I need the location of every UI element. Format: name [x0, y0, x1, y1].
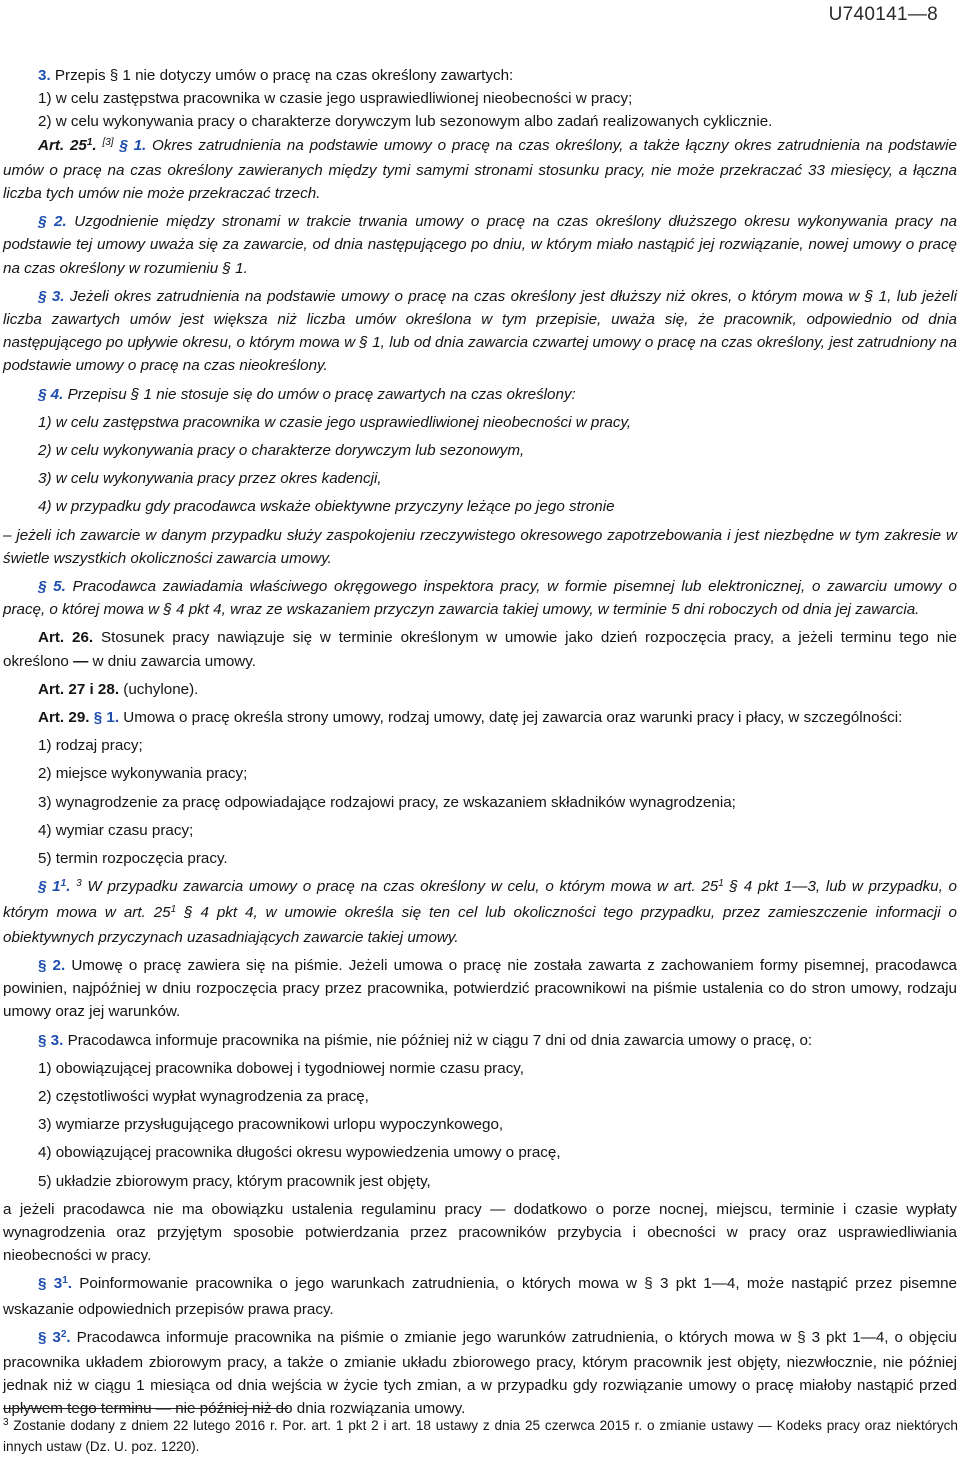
art-27-28	[3, 678, 957, 701]
article-dot: .	[92, 136, 97, 154]
list-item: 5) układzie zbiorowym pracy, którym pracownik jest objęty,	[38, 1172, 431, 1190]
paragraph-text: Pracodawca informuje pracownika na piśmie, nie później niż w ciągu 7 dni od dnia zawarcia umowy o pracę, o:	[63, 1031, 813, 1049]
paragraph-text: Jeżeli okres zatrudnienia na podstawie umowy o pracę na czas określony jest dłuższy niż okres, o którym mowa w § 1, lub jeżeli liczba zawartych umów jest większa niż liczba umów określona w tym przepisie, uważa się, że pracownik, odpowiednio od dnia następującego po upływie okresu, o którym mowa w § 1, lub od dnia zawarcia czwartej umowy o pracę na czas określony, jest zatrudniony na podstawie umowy o pracę na czas nieokreślony.	[3, 287, 957, 375]
footnote-divider	[3, 1408, 288, 1409]
section-number: § 1.	[89, 709, 120, 727]
section-number: § 3	[38, 1328, 61, 1346]
art-25-1-para-5	[3, 575, 957, 621]
paragraph-text: (uchylone).	[119, 680, 199, 698]
superscript: 1	[62, 1275, 68, 1287]
section-number: § 4.	[38, 385, 64, 403]
paragraph-text: Uzgodnienie między stronami w trakcie trwania umowy o pracę na czas określony dłuższego okresu wykonywania pracy na podstawie tej umowy uważa się za zawarcie, od dnia następującego po dniu, w którym miało nastąpić jej rozwiązanie, nowej umowy o pracę na czas określony w rozumieniu § 1.	[3, 213, 957, 277]
paragraph-text: w dniu zawarcia umowy.	[92, 652, 256, 670]
paragraph-text: Pracodawca zawiadamia właściwego okręgowego inspektora pracy, w formie pisemnej lub elektronicznej, o zawarciu umowy o pracę, o której mowa w § 4 pkt 4, wraz ze wskazaniem przyczyn zawarcia takiej umowy, w terminie 5 dni roboczych od dnia jej zawarcia.	[3, 578, 957, 619]
section-number: § 3.	[38, 287, 65, 305]
list-item: 1) w celu zastępstwa pracownika w czasie jego usprawiedliwionej nieobecności w pracy,	[38, 413, 632, 431]
art-29-para-1-1	[3, 875, 957, 949]
footnote-text: Zostanie dodany z dniem 22 lutego 2016 r. Por. art. 1 pkt 2 i art. 18 ustawy z dnia 25 czerwca 2015 r. o zmianie ustawy — Kodeks pracy oraz niektórych innych ustaw (Dz. U. poz. 1220).	[3, 1418, 958, 1454]
art-29-para-1	[3, 706, 957, 729]
list-item: 2) w celu wykonywania pracy o charakterze dorywczym lub sezonowym albo zadań realizowanych cyklicznie.	[38, 113, 773, 131]
art-25-1-para-2	[3, 210, 957, 280]
footnote-reference[interactable]: [3]	[102, 136, 114, 148]
list-item: 2) miejsce wykonywania pracy;	[38, 765, 248, 783]
list-item: 1) obowiązującej pracownika dobowej i tygodniowej normie czasu pracy,	[38, 1059, 524, 1077]
section-number: § 2.	[38, 213, 67, 231]
art-29-para-2	[3, 954, 957, 1024]
section-number: § 1.	[113, 136, 147, 154]
paragraph-tail: – jeżeli ich zawarcie w danym przypadku służy zaspokojeniu rzeczywistego okresowego zapotrzebowania i jest niezbędne w tym zakresie w świetle wszystkich okoliczności zawarcia umowy.	[3, 526, 957, 567]
list-item: 2) częstotliwości wypłat wynagrodzenia za pracę,	[38, 1087, 369, 1105]
paragraph-text: Umowę o pracę zawiera się na piśmie. Jeżeli umowa o pracę nie została zawarta z zachowaniem formy pisemnej, pracodawca powinien, najpóźniej w dniu rozpoczęcia pracy przez pracownika, potwierdzić pracownikowi na piśmie ustalenia co do stron umowy, rodzaju umowy oraz jej warunków.	[3, 956, 957, 1021]
paragraph-text: § 4 pkt 4, w umowie określa się ten cel lub okoliczności tego przypadku, przez zamieszczenie informacji o obiektywnych przyczynach uzasadniających zawarcie takiej umowy.	[3, 903, 958, 946]
paragraph-text: Okres zatrudnienia na podstawie umowy o pracę na czas określony, a także łączny okres zatrudnienia na podstawie umów o pracę na czas określony zawieranych między tymi samymi stronami stosunku pracy, nie może przekraczać 33 miesięcy, a łączna liczba tych umów nie może przekraczać trzech.	[3, 136, 957, 203]
page-header-code: U740141—8	[828, 4, 938, 25]
paragraph-text: W przypadku zawarcia umowy o pracę na czas określony w celu, o którym mowa w art. 25	[81, 878, 719, 896]
list-item: 2) w celu wykonywania pracy o charakterze dorywczym lub sezonowym,	[38, 442, 525, 460]
paragraph-tail: a jeżeli pracodawca nie ma obowiązku ustalenia regulaminu pracy — dodatkowo o porze nocnej, miejscu, terminie i czasie wypłaty wynagrodzenia oraz przyjętym sposobie potwierdzania przez pracowników przybycia i obecności w pracy oraz usprawiedliwiania nieobecności w pracy.	[3, 1200, 957, 1265]
list-item: 1) rodzaj pracy;	[38, 737, 143, 755]
list-item: 3) wymiarze przysługującego pracownikowi urlopu wypoczynkowego,	[38, 1116, 504, 1134]
paragraph-text: Przepis § 1 nie dotyczy umów o pracę na czas określony zawartych:	[50, 67, 514, 84]
superscript: 1	[170, 903, 177, 915]
art-25-1-para-1	[3, 134, 957, 206]
document-body	[3, 64, 957, 1421]
section-dot: .	[66, 878, 71, 896]
list-item: 3) w celu wykonywania pracy przez okres kadencji,	[38, 470, 382, 488]
list-item: 1) w celu zastępstwa pracownika w czasie jego usprawiedliwionej nieobecności w pracy;	[38, 90, 633, 108]
article-heading: Art. 27 i 28.	[38, 680, 120, 698]
list-item: 4) obowiązującej pracownika długości okresu wypowiedzenia umowy o pracę,	[38, 1144, 561, 1162]
article-heading: Art. 25	[38, 136, 87, 154]
paragraph-text: Umowa o pracę określa strony umowy, rodzaj umowy, datę jej zawarcia oraz warunki pracy i płacy, w szczególności:	[119, 709, 903, 727]
art-29-para-3	[3, 1029, 957, 1052]
superscript: 1	[60, 878, 67, 890]
list-item: 5) termin rozpoczęcia pracy.	[38, 850, 228, 868]
paragraph-text: Pracodawca informuje pracownika na piśmie o zmianie jego warunków zatrudnienia, o których mowa w § 3 pkt 1—4, o objęciu pracownika układem zbiorowym pracy, a także o zmianie układu zbiorowego pracy, którym pracownik jest objęty, niezwłocznie, nie później jednak niż w ciągu 1 miesiąca od dnia wejścia w życie tych zmian, a w przypadku gdy rozwiązanie umowy o pracę miałoby nastąpić przed upływem tego terminu — nie później niż do dnia rozwiązania umowy.	[3, 1328, 957, 1418]
section-number: § 3.	[38, 1031, 64, 1049]
list-item: 4) w przypadku gdy pracodawca wskaże obiektywne przyczyny leżące po jego stronie	[38, 498, 615, 516]
article-heading: Art. 26.	[38, 629, 94, 647]
art-29-para-3-2	[3, 1326, 957, 1421]
art-25-1-para-4	[3, 383, 957, 406]
paragraph-text: § 4 pkt 1—3, lub w przypadku, o którym mowa w art. 25	[3, 878, 957, 921]
footnote	[3, 1417, 958, 1456]
superscript: 1	[86, 136, 93, 148]
list-item: 4) wymiar czasu pracy;	[38, 821, 194, 839]
paragraph-text: Poinformowanie pracownika o jego warunkach zatrudnienia, o których mowa w § 3 pkt 1—4, może nastąpić przez pisemne wskazanie odpowiednich przepisów prawa pracy.	[3, 1275, 957, 1318]
section-number: § 3	[38, 1275, 63, 1293]
art-29-para-3-1	[3, 1272, 957, 1320]
section-number: § 1	[38, 878, 61, 896]
article-heading: Art. 29.	[38, 709, 90, 727]
superscript: 2	[60, 1328, 67, 1340]
list-item: 3) wynagrodzenie za pracę odpowiadające rodzajowi pracy, ze wskazaniem składników wynagrodzenia;	[38, 793, 736, 811]
section-number: § 2.	[38, 956, 66, 974]
section-number: 3.	[38, 67, 51, 84]
dash: —	[68, 652, 93, 670]
art-25-1-para-3	[3, 285, 957, 378]
superscript: 1	[718, 878, 724, 890]
section-dot: .	[66, 1328, 71, 1346]
footnote-number: 3	[3, 1417, 9, 1428]
paragraph-text: Przepisu § 1 nie stosuje się do umów o pracę zawartych na czas określony:	[63, 385, 576, 403]
paragraph-3	[3, 64, 957, 87]
section-dot: .	[67, 1275, 72, 1293]
art-26	[3, 626, 957, 672]
section-number: § 5.	[38, 578, 66, 596]
footnote-reference[interactable]: 3	[76, 878, 82, 890]
paragraph-text: Stosunek pracy nawiązuje się w terminie określonym w umowie jako dzień rozpoczęcia pracy, a jeżeli terminu tego nie określono	[3, 629, 957, 670]
